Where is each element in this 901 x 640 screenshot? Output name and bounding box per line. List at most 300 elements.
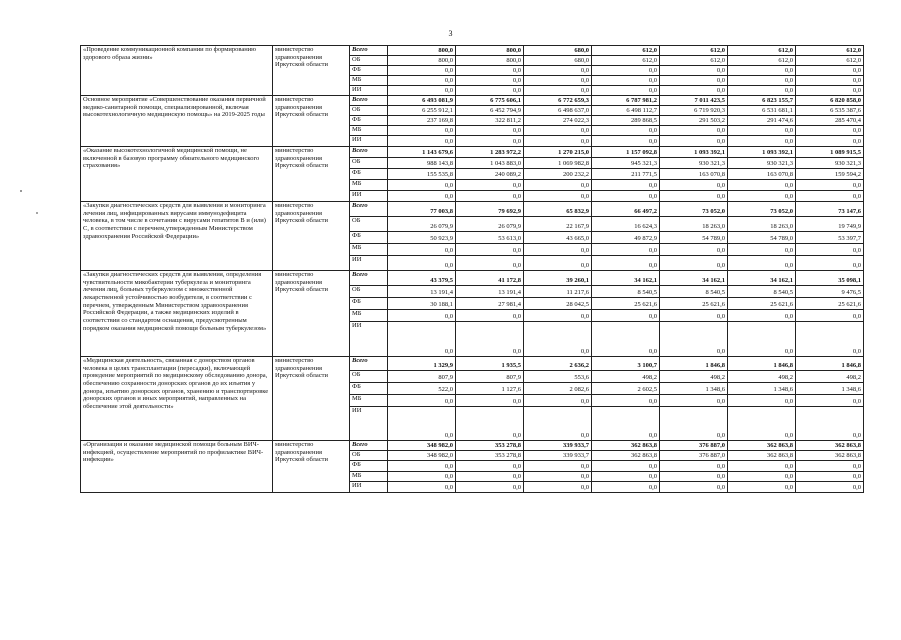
amount-cell: 6 498 637,0 [524, 106, 592, 116]
amount-cell: 26 079,9 [388, 217, 456, 232]
funding-source-label: Всего [350, 147, 388, 158]
amount-cell: 25 621,6 [796, 298, 864, 310]
funding-source-label: МБ [350, 310, 388, 322]
executor-name: министерство здравоохранения Иркутской области [273, 147, 350, 202]
amount-cell: 18 263,0 [728, 217, 796, 232]
funding-source-label: ФБ [350, 383, 388, 395]
amount-cell: 18 263,0 [660, 217, 728, 232]
funding-source-label: Всего [350, 441, 388, 451]
amount-cell: 0,0 [592, 256, 660, 271]
amount-cell: 0,0 [660, 191, 728, 202]
activity-name: Основное мероприятие «Совершенствование оказания первичной медико-санитарной помощи, специализированной, включая высокотехнологичную медицинскую помощь» на 2019-2025 годы [81, 96, 273, 147]
amount-cell: 200 232,2 [524, 169, 592, 180]
amount-cell: 35 098,1 [796, 271, 864, 286]
amount-cell: 0,0 [456, 407, 524, 441]
amount-cell: 0,0 [796, 66, 864, 76]
amount-cell: 0,0 [660, 126, 728, 136]
budget-table [80, 45, 864, 493]
amount-cell: 807,9 [456, 371, 524, 383]
amount-cell: 0,0 [456, 76, 524, 86]
amount-cell: 807,9 [388, 371, 456, 383]
amount-cell: 285 470,4 [796, 116, 864, 126]
amount-cell: 0,0 [456, 180, 524, 191]
amount-cell: 0,0 [388, 76, 456, 86]
amount-cell: 362 863,8 [796, 441, 864, 451]
amount-cell: 0,0 [524, 472, 592, 482]
amount-cell: 43 665,0 [524, 232, 592, 244]
amount-cell: 0,0 [388, 126, 456, 136]
amount-cell: 680,0 [524, 56, 592, 66]
amount-cell: 0,0 [796, 395, 864, 407]
amount-cell: 0,0 [728, 126, 796, 136]
amount-cell: 0,0 [524, 136, 592, 147]
funding-source-label: Всего [350, 357, 388, 371]
amount-cell: 612,0 [660, 46, 728, 56]
funding-source-label: МБ [350, 76, 388, 86]
amount-cell: 27 981,4 [456, 298, 524, 310]
executor-name: министерство здравоохранения Иркутской области [273, 96, 350, 147]
amount-cell: 362 863,8 [592, 441, 660, 451]
amount-cell: 25 621,6 [728, 298, 796, 310]
page-number: 3 [448, 29, 453, 38]
amount-cell: 6 823 155,7 [728, 96, 796, 106]
amount-cell: 0,0 [592, 472, 660, 482]
funding-source-label: ИИ [350, 322, 388, 357]
amount-cell: 339 933,7 [524, 441, 592, 451]
amount-cell: 0,0 [524, 244, 592, 256]
amount-cell: 612,0 [796, 56, 864, 66]
amount-cell: 49 872,9 [592, 232, 660, 244]
amount-cell: 54 789,0 [660, 232, 728, 244]
amount-cell: 612,0 [592, 56, 660, 66]
amount-cell: 680,0 [524, 46, 592, 56]
amount-cell: 0,0 [524, 256, 592, 271]
amount-cell: 353 278,8 [456, 441, 524, 451]
amount-cell: 0,0 [660, 244, 728, 256]
amount-cell: 0,0 [592, 395, 660, 407]
amount-cell: 0,0 [660, 461, 728, 472]
table-row [81, 46, 864, 56]
amount-cell: 1 143 679,6 [388, 147, 456, 158]
amount-cell: 0,0 [660, 407, 728, 441]
table-row [81, 441, 864, 451]
amount-cell: 800,0 [456, 56, 524, 66]
funding-source-label: ИИ [350, 256, 388, 271]
activity-name: «Закупки диагностических средств для выявления и мониторинга лечения лиц, инфицированных вирусами иммунодефицита человека, в том числе в сочетании с вирусами гепатитов В и (или) С, в соответствии с перечнем,утвержденным Министерством здравоохранения Российской Федерации» [81, 202, 273, 271]
amount-cell: 0,0 [796, 256, 864, 271]
amount-cell: 3 100,7 [592, 357, 660, 371]
amount-cell: 0,0 [388, 310, 456, 322]
amount-cell: 30 188,1 [388, 298, 456, 310]
funding-source-label: МБ [350, 244, 388, 256]
amount-cell: 800,0 [456, 46, 524, 56]
funding-source-label: ФБ [350, 232, 388, 244]
amount-cell: 0,0 [728, 472, 796, 482]
amount-cell: 0,0 [660, 256, 728, 271]
funding-source-label: ИИ [350, 136, 388, 147]
amount-cell: 39 260,1 [524, 271, 592, 286]
amount-cell: 0,0 [524, 66, 592, 76]
amount-cell: 0,0 [728, 66, 796, 76]
amount-cell: 0,0 [592, 76, 660, 86]
activity-name: «Организация и оказание медицинской помощи больным ВИЧ-инфекцией, осуществление мероприятий по профилактике ВИЧ-инфекции» [81, 441, 273, 493]
amount-cell: 6 452 794,9 [456, 106, 524, 116]
amount-cell: 0,0 [388, 395, 456, 407]
amount-cell: 339 933,7 [524, 451, 592, 461]
amount-cell: 0,0 [728, 244, 796, 256]
amount-cell: 0,0 [796, 136, 864, 147]
table-row [81, 147, 864, 158]
funding-source-label: ФБ [350, 66, 388, 76]
amount-cell: 0,0 [388, 244, 456, 256]
table-row [81, 202, 864, 217]
amount-cell: 1 348,6 [728, 383, 796, 395]
table-row [81, 96, 864, 106]
amount-cell: 0,0 [660, 76, 728, 86]
amount-cell: 0,0 [660, 310, 728, 322]
amount-cell: 0,0 [388, 407, 456, 441]
amount-cell: 1 043 883,0 [456, 158, 524, 169]
amount-cell: 53 613,0 [456, 232, 524, 244]
funding-source-label: ИИ [350, 407, 388, 441]
amount-cell: 1 329,9 [388, 357, 456, 371]
amount-cell: 13 191,4 [456, 286, 524, 298]
amount-cell: 612,0 [592, 46, 660, 56]
amount-cell: 1 348,6 [796, 383, 864, 395]
funding-source-label: ФБ [350, 169, 388, 180]
amount-cell: 0,0 [796, 191, 864, 202]
amount-cell: 0,0 [524, 310, 592, 322]
executor-name: министерство здравоохранения Иркутской области [273, 441, 350, 493]
amount-cell: 0,0 [796, 461, 864, 472]
amount-cell: 0,0 [592, 86, 660, 96]
amount-cell: 553,6 [524, 371, 592, 383]
amount-cell: 362 863,8 [592, 451, 660, 461]
amount-cell: 0,0 [728, 180, 796, 191]
amount-cell: 291 503,2 [660, 116, 728, 126]
amount-cell: 945 321,3 [592, 158, 660, 169]
amount-cell: 6 775 606,1 [456, 96, 524, 106]
amount-cell: 6 772 659,3 [524, 96, 592, 106]
amount-cell: 0,0 [592, 66, 660, 76]
amount-cell: 612,0 [728, 46, 796, 56]
amount-cell: 73 052,0 [728, 202, 796, 217]
amount-cell: 0,0 [456, 191, 524, 202]
amount-cell: 2 082,6 [524, 383, 592, 395]
amount-cell: 498,2 [796, 371, 864, 383]
amount-cell: 0,0 [592, 244, 660, 256]
amount-cell: 289 868,5 [592, 116, 660, 126]
funding-source-label: Всего [350, 271, 388, 286]
amount-cell: 0,0 [796, 180, 864, 191]
amount-cell: 498,2 [592, 371, 660, 383]
amount-cell: 0,0 [660, 482, 728, 493]
amount-cell: 612,0 [660, 56, 728, 66]
activity-name: «Медицинская деятельность, связанная с донорством органов человека в целях трансплантации (пересадки), включающей проведение мероприятий по медицинскому обследованию донора, обеспечению сохранности донорских органов до их изъятия у донора, изъятию донорских органов, хранению и транспортировке донорских органов и иных мероприятий, направленных на обеспечение этой деятельности» [81, 357, 273, 441]
amount-cell: 376 887,0 [660, 441, 728, 451]
amount-cell: 0,0 [660, 395, 728, 407]
amount-cell: 6 531 681,1 [728, 106, 796, 116]
funding-source-label: ОБ [350, 371, 388, 383]
amount-cell: 237 169,8 [388, 116, 456, 126]
amount-cell: 34 162,1 [728, 271, 796, 286]
amount-cell: 6 719 920,3 [660, 106, 728, 116]
amount-cell: 0,0 [728, 461, 796, 472]
amount-cell: 0,0 [456, 244, 524, 256]
amount-cell: 0,0 [388, 461, 456, 472]
amount-cell: 988 143,8 [388, 158, 456, 169]
amount-cell: 7 011 423,5 [660, 96, 728, 106]
amount-cell: 0,0 [728, 395, 796, 407]
amount-cell: 54 789,0 [728, 232, 796, 244]
amount-cell: 0,0 [796, 472, 864, 482]
amount-cell: 612,0 [796, 46, 864, 56]
amount-cell: 9 476,5 [796, 286, 864, 298]
amount-cell: 0,0 [592, 407, 660, 441]
amount-cell: 73 052,0 [660, 202, 728, 217]
amount-cell: 612,0 [728, 56, 796, 66]
amount-cell: 376 887,0 [660, 451, 728, 461]
amount-cell: 0,0 [592, 126, 660, 136]
amount-cell: 34 162,1 [660, 271, 728, 286]
table-row [81, 357, 864, 371]
amount-cell: 0,0 [524, 191, 592, 202]
amount-cell: 0,0 [524, 461, 592, 472]
amount-cell: 1 935,5 [456, 357, 524, 371]
amount-cell: 0,0 [524, 395, 592, 407]
amount-cell: 34 162,1 [592, 271, 660, 286]
amount-cell: 22 167,9 [524, 217, 592, 232]
amount-cell: 0,0 [592, 180, 660, 191]
amount-cell: 0,0 [660, 66, 728, 76]
funding-source-label: МБ [350, 472, 388, 482]
amount-cell: 0,0 [592, 461, 660, 472]
amount-cell: 1 069 982,8 [524, 158, 592, 169]
amount-cell: 0,0 [388, 472, 456, 482]
amount-cell: 930 321,3 [660, 158, 728, 169]
funding-source-label: ИИ [350, 86, 388, 96]
amount-cell: 50 923,9 [388, 232, 456, 244]
table-row [81, 271, 864, 286]
amount-cell: 1 127,6 [456, 383, 524, 395]
funding-source-label: Всего [350, 202, 388, 217]
amount-cell: 163 070,8 [728, 169, 796, 180]
amount-cell: 66 497,2 [592, 202, 660, 217]
funding-source-label: ИИ [350, 191, 388, 202]
amount-cell: 0,0 [456, 136, 524, 147]
amount-cell: 0,0 [728, 322, 796, 357]
amount-cell: 25 621,6 [660, 298, 728, 310]
amount-cell: 800,0 [388, 56, 456, 66]
amount-cell: 1 157 092,8 [592, 147, 660, 158]
funding-source-label: ОБ [350, 106, 388, 116]
amount-cell: 163 070,8 [660, 169, 728, 180]
amount-cell: 0,0 [524, 407, 592, 441]
amount-cell: 16 624,3 [592, 217, 660, 232]
amount-cell: 0,0 [524, 86, 592, 96]
amount-cell: 498,2 [728, 371, 796, 383]
amount-cell: 0,0 [524, 76, 592, 86]
funding-source-label: ФБ [350, 116, 388, 126]
funding-source-label: ОБ [350, 217, 388, 232]
amount-cell: 522,0 [388, 383, 456, 395]
amount-cell: 322 811,2 [456, 116, 524, 126]
amount-cell: 0,0 [728, 482, 796, 493]
amount-cell: 26 079,9 [456, 217, 524, 232]
amount-cell: 0,0 [524, 482, 592, 493]
amount-cell: 6 255 912,1 [388, 106, 456, 116]
amount-cell: 0,0 [524, 322, 592, 357]
amount-cell: 43 379,5 [388, 271, 456, 286]
amount-cell: 1 348,6 [660, 383, 728, 395]
amount-cell: 2 602,5 [592, 383, 660, 395]
amount-cell: 362 863,8 [796, 451, 864, 461]
amount-cell: 77 003,8 [388, 202, 456, 217]
amount-cell: 348 982,0 [388, 441, 456, 451]
amount-cell: 0,0 [660, 136, 728, 147]
amount-cell: 0,0 [456, 472, 524, 482]
funding-source-label: ОБ [350, 451, 388, 461]
amount-cell: 211 771,5 [592, 169, 660, 180]
funding-source-label: ИИ [350, 482, 388, 493]
amount-cell: 28 042,5 [524, 298, 592, 310]
funding-source-label: ОБ [350, 286, 388, 298]
executor-name: министерство здравоохранения Иркутской области [273, 46, 350, 96]
amount-cell: 6 787 981,2 [592, 96, 660, 106]
amount-cell: 41 172,8 [456, 271, 524, 286]
amount-cell: 0,0 [388, 482, 456, 493]
amount-cell: 0,0 [728, 136, 796, 147]
amount-cell: 13 191,4 [388, 286, 456, 298]
amount-cell: 1 093 392,1 [728, 147, 796, 158]
amount-cell: 240 089,2 [456, 169, 524, 180]
amount-cell: 0,0 [388, 136, 456, 147]
amount-cell: 291 474,6 [728, 116, 796, 126]
amount-cell: 0,0 [456, 66, 524, 76]
funding-source-label: ФБ [350, 461, 388, 472]
amount-cell: 11 217,6 [524, 286, 592, 298]
activity-name: «Проведение коммуникационной компании по формированию здорового образа жизни» [81, 46, 273, 96]
activity-name: «Закупки диагностических средств для выявления, определения чувствительности микобактерии туберкулеза и мониторинга лечения лиц, больных туберкулезом с множественной лекарственной устойчивостью возбудителя, в соответствии с перечнем, утвержденным Министерством здравоохранения Российской Федерации, а также медицинских изделий в соответствии со стандартом оснащения, предусмотренным порядком оказания медицинской помощи больным туберкулезом» [81, 271, 273, 357]
funding-source-label: МБ [350, 126, 388, 136]
amount-cell: 0,0 [456, 126, 524, 136]
amount-cell: 0,0 [660, 472, 728, 482]
amount-cell: 2 636,2 [524, 357, 592, 371]
amount-cell: 362 863,8 [728, 451, 796, 461]
amount-cell: 8 540,5 [728, 286, 796, 298]
amount-cell: 0,0 [796, 244, 864, 256]
amount-cell: 0,0 [388, 86, 456, 96]
amount-cell: 0,0 [660, 180, 728, 191]
amount-cell: 0,0 [796, 407, 864, 441]
amount-cell: 0,0 [728, 407, 796, 441]
amount-cell: 159 594,2 [796, 169, 864, 180]
amount-cell: 8 540,5 [660, 286, 728, 298]
amount-cell: 6 535 387,6 [796, 106, 864, 116]
amount-cell: 0,0 [388, 191, 456, 202]
amount-cell: 1 093 392,1 [660, 147, 728, 158]
amount-cell: 0,0 [796, 322, 864, 357]
amount-cell: 0,0 [796, 86, 864, 96]
amount-cell: 362 863,8 [728, 441, 796, 451]
amount-cell: 0,0 [728, 191, 796, 202]
amount-cell: 65 832,9 [524, 202, 592, 217]
amount-cell: 0,0 [592, 310, 660, 322]
amount-cell: 0,0 [456, 482, 524, 493]
amount-cell: 0,0 [796, 126, 864, 136]
activity-name: «Оказание высокотехнологичной медицинской помощи, не включенной в базовую программу обязательного медицинского страхования» [81, 147, 273, 202]
amount-cell: 0,0 [388, 322, 456, 357]
amount-cell: 0,0 [456, 86, 524, 96]
amount-cell: 0,0 [592, 191, 660, 202]
amount-cell: 274 022,3 [524, 116, 592, 126]
funding-source-label: Всего [350, 96, 388, 106]
amount-cell: 155 535,8 [388, 169, 456, 180]
amount-cell: 0,0 [456, 395, 524, 407]
amount-cell: 0,0 [592, 482, 660, 493]
amount-cell: 0,0 [796, 482, 864, 493]
scan-speck [20, 190, 22, 192]
amount-cell: 0,0 [660, 86, 728, 96]
amount-cell: 6 493 081,9 [388, 96, 456, 106]
amount-cell: 498,2 [660, 371, 728, 383]
amount-cell: 800,0 [388, 46, 456, 56]
amount-cell: 1 846,8 [796, 357, 864, 371]
amount-cell: 0,0 [456, 256, 524, 271]
funding-source-label: ОБ [350, 158, 388, 169]
amount-cell: 0,0 [388, 66, 456, 76]
funding-source-label: ФБ [350, 298, 388, 310]
amount-cell: 0,0 [728, 310, 796, 322]
amount-cell: 0,0 [728, 86, 796, 96]
amount-cell: 0,0 [524, 126, 592, 136]
amount-cell: 6 820 858,0 [796, 96, 864, 106]
amount-cell: 0,0 [456, 322, 524, 357]
amount-cell: 0,0 [524, 180, 592, 191]
amount-cell: 0,0 [592, 136, 660, 147]
executor-name: министерство здравоохранения Иркутской области [273, 357, 350, 441]
amount-cell: 1 846,8 [728, 357, 796, 371]
amount-cell: 348 982,0 [388, 451, 456, 461]
amount-cell: 1 270 215,0 [524, 147, 592, 158]
amount-cell: 19 749,9 [796, 217, 864, 232]
amount-cell: 930 321,3 [796, 158, 864, 169]
amount-cell: 0,0 [592, 322, 660, 357]
amount-cell: 0,0 [388, 256, 456, 271]
amount-cell: 6 498 112,7 [592, 106, 660, 116]
funding-source-label: МБ [350, 180, 388, 191]
amount-cell: 353 278,8 [456, 451, 524, 461]
executor-name: министерство здравоохранения Иркутской области [273, 202, 350, 271]
amount-cell: 0,0 [728, 76, 796, 86]
amount-cell: 0,0 [660, 322, 728, 357]
amount-cell: 0,0 [388, 180, 456, 191]
amount-cell: 79 692,9 [456, 202, 524, 217]
amount-cell: 0,0 [728, 256, 796, 271]
amount-cell: 1 089 915,5 [796, 147, 864, 158]
executor-name: министерство здравоохранения Иркутской области [273, 271, 350, 357]
funding-source-label: МБ [350, 395, 388, 407]
amount-cell: 0,0 [456, 461, 524, 472]
amount-cell: 930 321,3 [728, 158, 796, 169]
scan-speck [36, 212, 38, 214]
amount-cell: 53 397,7 [796, 232, 864, 244]
amount-cell: 0,0 [796, 76, 864, 86]
amount-cell: 1 846,8 [660, 357, 728, 371]
amount-cell: 8 540,5 [592, 286, 660, 298]
amount-cell: 1 283 972,2 [456, 147, 524, 158]
funding-source-label: ОБ [350, 56, 388, 66]
